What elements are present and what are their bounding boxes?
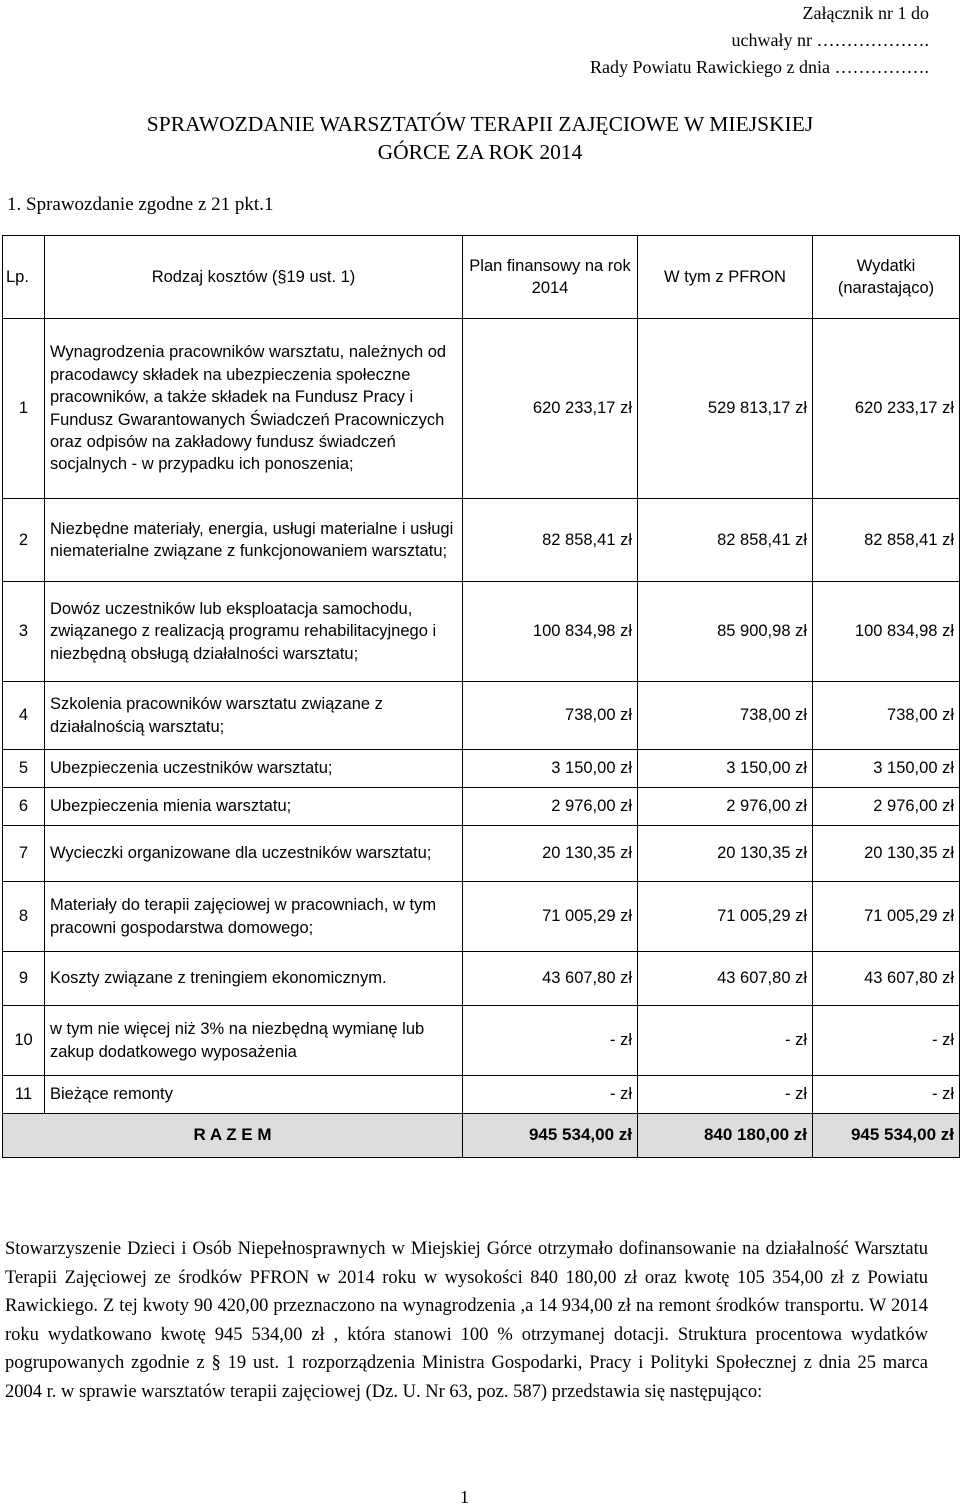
pfron-value: - zł bbox=[638, 1006, 813, 1076]
row-number: 4 bbox=[3, 682, 45, 750]
cost-description: Dowóz uczestników lub eksploatacja samochodu, związanego z realizacją programu rehabilitacyjnego i niezbędną obsługą działalności warsztatu; bbox=[45, 582, 463, 682]
plan-value: 43 607,80 zł bbox=[463, 952, 638, 1006]
expenses-value: 100 834,98 zł bbox=[813, 582, 960, 682]
total-plan-value: 945 534,00 zł bbox=[463, 1114, 638, 1158]
expenses-value: 620 233,17 zł bbox=[813, 319, 960, 499]
table-row bbox=[3, 788, 960, 826]
cost-description: Niezbędne materiały, energia, usługi materialne i usługi niematerialne związane z funkcjonowaniem warsztatu; bbox=[45, 499, 463, 582]
pfron-value: - zł bbox=[638, 1076, 813, 1114]
row-number: 11 bbox=[3, 1076, 45, 1114]
attachment-line-3: Rady Powiatu Rawickiego z dnia ……………. bbox=[590, 57, 929, 77]
table-row bbox=[3, 826, 960, 882]
row-number: 1 bbox=[3, 319, 45, 499]
cost-description: Bieżące remonty bbox=[45, 1076, 463, 1114]
pfron-value: 82 858,41 zł bbox=[638, 499, 813, 582]
row-number: 7 bbox=[3, 826, 45, 882]
row-number: 3 bbox=[3, 582, 45, 682]
report-title-line-2: GÓRCE ZA ROK 2014 bbox=[377, 140, 583, 164]
page-number: 1 bbox=[460, 1487, 469, 1507]
table-row bbox=[3, 582, 960, 682]
plan-value: 3 150,00 zł bbox=[463, 750, 638, 788]
section-heading: 1. Sprawozdanie zgodne z 21 pkt.1 bbox=[7, 194, 274, 215]
total-expenses-value: 945 534,00 zł bbox=[813, 1114, 960, 1158]
pfron-value: 71 005,29 zł bbox=[638, 882, 813, 952]
table-row bbox=[3, 499, 960, 582]
expenses-value: 43 607,80 zł bbox=[813, 952, 960, 1006]
plan-value: - zł bbox=[463, 1006, 638, 1076]
plan-value: 620 233,17 zł bbox=[463, 319, 638, 499]
plan-value: 738,00 zł bbox=[463, 682, 638, 750]
pfron-value: 3 150,00 zł bbox=[638, 750, 813, 788]
table-row bbox=[3, 319, 960, 499]
cost-description: Ubezpieczenia mienia warsztatu; bbox=[45, 788, 463, 826]
pfron-value: 43 607,80 zł bbox=[638, 952, 813, 1006]
header-financial-plan: Plan finansowy na rok 2014 bbox=[463, 236, 638, 319]
cost-description: w tym nie więcej niż 3% na niezbędną wymianę lub zakup dodatkowego wyposażenia bbox=[45, 1006, 463, 1076]
cost-description: Ubezpieczenia uczestników warsztatu; bbox=[45, 750, 463, 788]
expenses-value: 82 858,41 zł bbox=[813, 499, 960, 582]
plan-value: 100 834,98 zł bbox=[463, 582, 638, 682]
report-title bbox=[0, 110, 960, 166]
plan-value: 20 130,35 zł bbox=[463, 826, 638, 882]
total-label: R A Z E M bbox=[3, 1114, 463, 1158]
cost-table bbox=[2, 235, 960, 1158]
pfron-value: 85 900,98 zł bbox=[638, 582, 813, 682]
summary-paragraph: Stowarzyszenie Dzieci i Osób Niepełnosprawnych w Miejskiej Górce otrzymało dofinansowanie na działalność Warsztatu Terapii Zajęciowej ze środków PFRON w 2014 roku w wysokości 840 180,00 zł oraz kwotę 105 354,00 zł z Powiatu Rawickiego. Z tej kwoty 90 420,00 przeznaczono na wynagrodzenia ,a 14 934,00 zł na remont środków transportu. W 2014 roku wydatkowano kwotę 945 534,00 zł , która stanowi 100 % otrzymanej dotacji. Struktura procentowa wydatków pogrupowanych zgodnie z § 19 ust. 1 rozporządzenia Ministra Gospodarki, Pracy i Polityki Społecznej z dnia 25 marca 2004 r. w sprawie warsztatów terapii zajęciowej (Dz. U. Nr 63, poz. 587) przedstawia się następująco: bbox=[5, 1239, 928, 1402]
row-number: 6 bbox=[3, 788, 45, 826]
table-row bbox=[3, 1006, 960, 1076]
plan-value: 71 005,29 zł bbox=[463, 882, 638, 952]
header-expenses: Wydatki (narastająco) bbox=[813, 236, 960, 319]
row-number: 10 bbox=[3, 1006, 45, 1076]
table-header-row bbox=[3, 236, 960, 319]
table-row bbox=[3, 682, 960, 750]
expenses-value: - zł bbox=[813, 1076, 960, 1114]
pfron-value: 20 130,35 zł bbox=[638, 826, 813, 882]
cost-description: Materiały do terapii zajęciowej w pracowniach, w tym pracowni gospodarstwa domowego; bbox=[45, 882, 463, 952]
row-number: 8 bbox=[3, 882, 45, 952]
pfron-value: 2 976,00 zł bbox=[638, 788, 813, 826]
header-cost-type: Rodzaj kosztów (§19 ust. 1) bbox=[45, 236, 463, 319]
pfron-value: 529 813,17 zł bbox=[638, 319, 813, 499]
pfron-value: 738,00 zł bbox=[638, 682, 813, 750]
attachment-line-2: uchwały nr ………………. bbox=[731, 30, 929, 50]
table-row bbox=[3, 952, 960, 1006]
total-pfron-value: 840 180,00 zł bbox=[638, 1114, 813, 1158]
expenses-value: 71 005,29 zł bbox=[813, 882, 960, 952]
header-lp: Lp. bbox=[3, 236, 45, 319]
table-row bbox=[3, 750, 960, 788]
expenses-value: 738,00 zł bbox=[813, 682, 960, 750]
report-title-line-1: SPRAWOZDANIE WARSZTATÓW TERAPII ZAJĘCIOWE W MIEJSKIEJ bbox=[146, 112, 814, 136]
expenses-value: - zł bbox=[813, 1006, 960, 1076]
expenses-value: 3 150,00 zł bbox=[813, 750, 960, 788]
cost-description: Wycieczki organizowane dla uczestników warsztatu; bbox=[45, 826, 463, 882]
header-pfron: W tym z PFRON bbox=[638, 236, 813, 319]
cost-description: Szkolenia pracowników warsztatu związane z działalnością warsztatu; bbox=[45, 682, 463, 750]
expenses-value: 2 976,00 zł bbox=[813, 788, 960, 826]
attachment-line-1: Załącznik nr 1 do bbox=[802, 3, 929, 23]
attachment-note bbox=[590, 0, 929, 81]
table-row bbox=[3, 882, 960, 952]
plan-value: 2 976,00 zł bbox=[463, 788, 638, 826]
row-number: 2 bbox=[3, 499, 45, 582]
cost-description: Koszty związane z treningiem ekonomicznym. bbox=[45, 952, 463, 1006]
row-number: 9 bbox=[3, 952, 45, 1006]
total-row bbox=[3, 1114, 960, 1158]
table-row bbox=[3, 1076, 960, 1114]
plan-value: - zł bbox=[463, 1076, 638, 1114]
plan-value: 82 858,41 zł bbox=[463, 499, 638, 582]
cost-description: Wynagrodzenia pracowników warsztatu, należnych od pracodawcy składek na ubezpieczenia społeczne pracowników, a także składek na Fundusz Pracy i Fundusz Gwarantowanych Świadczeń Pracowniczych oraz odpisów na zakładowy fundusz świadczeń socjalnych - w przypadku ich ponoszenia; bbox=[45, 319, 463, 499]
expenses-value: 20 130,35 zł bbox=[813, 826, 960, 882]
row-number: 5 bbox=[3, 750, 45, 788]
